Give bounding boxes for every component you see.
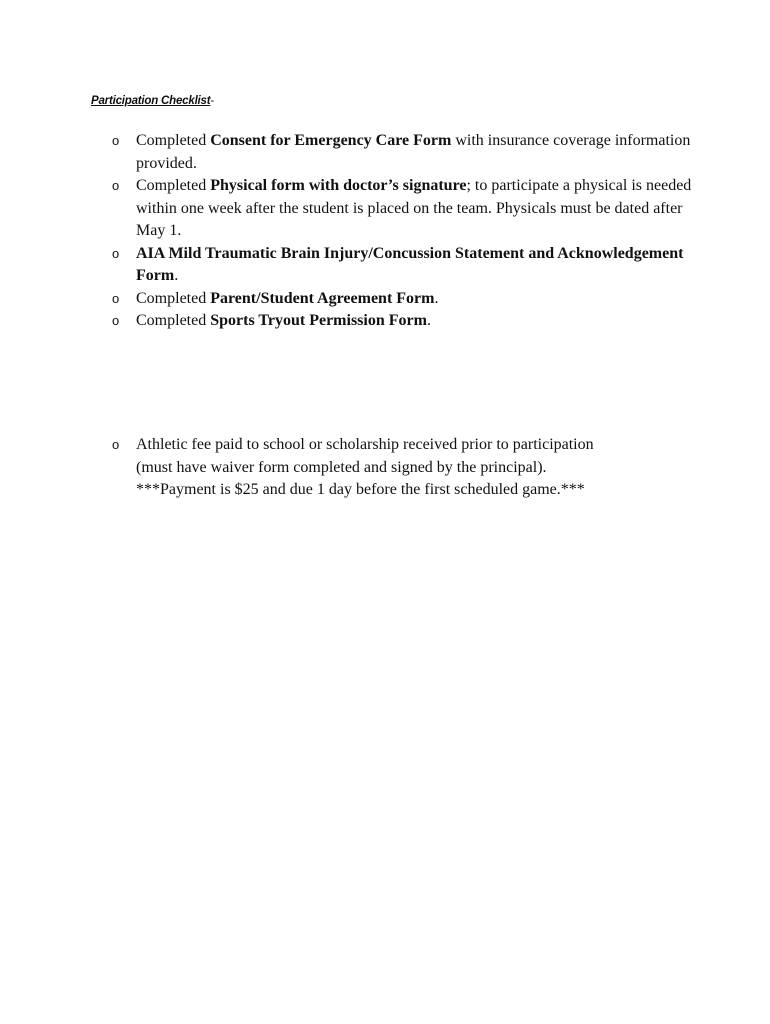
checklist-heading <box>91 95 214 107</box>
fee-line-1: Athletic fee paid to school or scholarship received prior to participation <box>136 436 594 453</box>
list-item-physical-form <box>112 175 712 243</box>
item-prefix: Completed <box>136 312 211 329</box>
item-suffix: with insurance coverage information provided. <box>136 132 691 172</box>
fee-line-2: (must have waiver form completed and signed by the principal). <box>136 458 547 476</box>
checklist-heading-suffix: - <box>210 95 215 107</box>
item-bold-text: AIA Mild Traumatic Brain Injury/Concussion Statement and Acknowledgement Form <box>136 244 684 284</box>
item-prefix: Completed <box>136 177 211 194</box>
item-bold-text: Physical form with doctor’s signature <box>210 177 467 194</box>
list-item-concussion-form <box>112 243 712 288</box>
fee-list <box>112 434 712 502</box>
bullet-circle-icon: o <box>112 133 120 148</box>
item-bold-text: Sports Tryout Permission Form <box>210 312 427 329</box>
bullet-circle-icon: o <box>112 290 120 306</box>
item-suffix: ; to participate a physical is needed within one week after the student is placed on the team. Physicals must be dated after May 1. <box>136 177 692 239</box>
bullet-circle-icon: o <box>112 245 120 261</box>
fee-payment-note: ***Payment is $25 and due 1 day before the first scheduled game.*** <box>136 481 585 498</box>
bullet-circle-icon: o <box>112 437 120 452</box>
bullet-circle-icon: o <box>112 178 120 193</box>
list-item-agreement-form <box>112 288 712 311</box>
item-suffix: . <box>434 289 439 307</box>
item-suffix: . <box>426 312 431 329</box>
requirements-list <box>112 130 712 333</box>
item-suffix: . <box>174 267 179 284</box>
list-item-consent-form <box>112 130 712 175</box>
list-item-tryout-form <box>112 310 712 333</box>
checklist-heading-title: Participation Checklist <box>91 95 211 107</box>
list-item-athletic-fee <box>112 434 712 502</box>
item-prefix: Completed <box>136 132 211 149</box>
item-prefix: Completed <box>136 289 211 307</box>
bullet-circle-icon: o <box>112 313 120 328</box>
item-bold-text: Consent for Emergency Care Form <box>210 132 452 149</box>
item-bold-text: Parent/Student Agreement Form <box>210 289 435 307</box>
